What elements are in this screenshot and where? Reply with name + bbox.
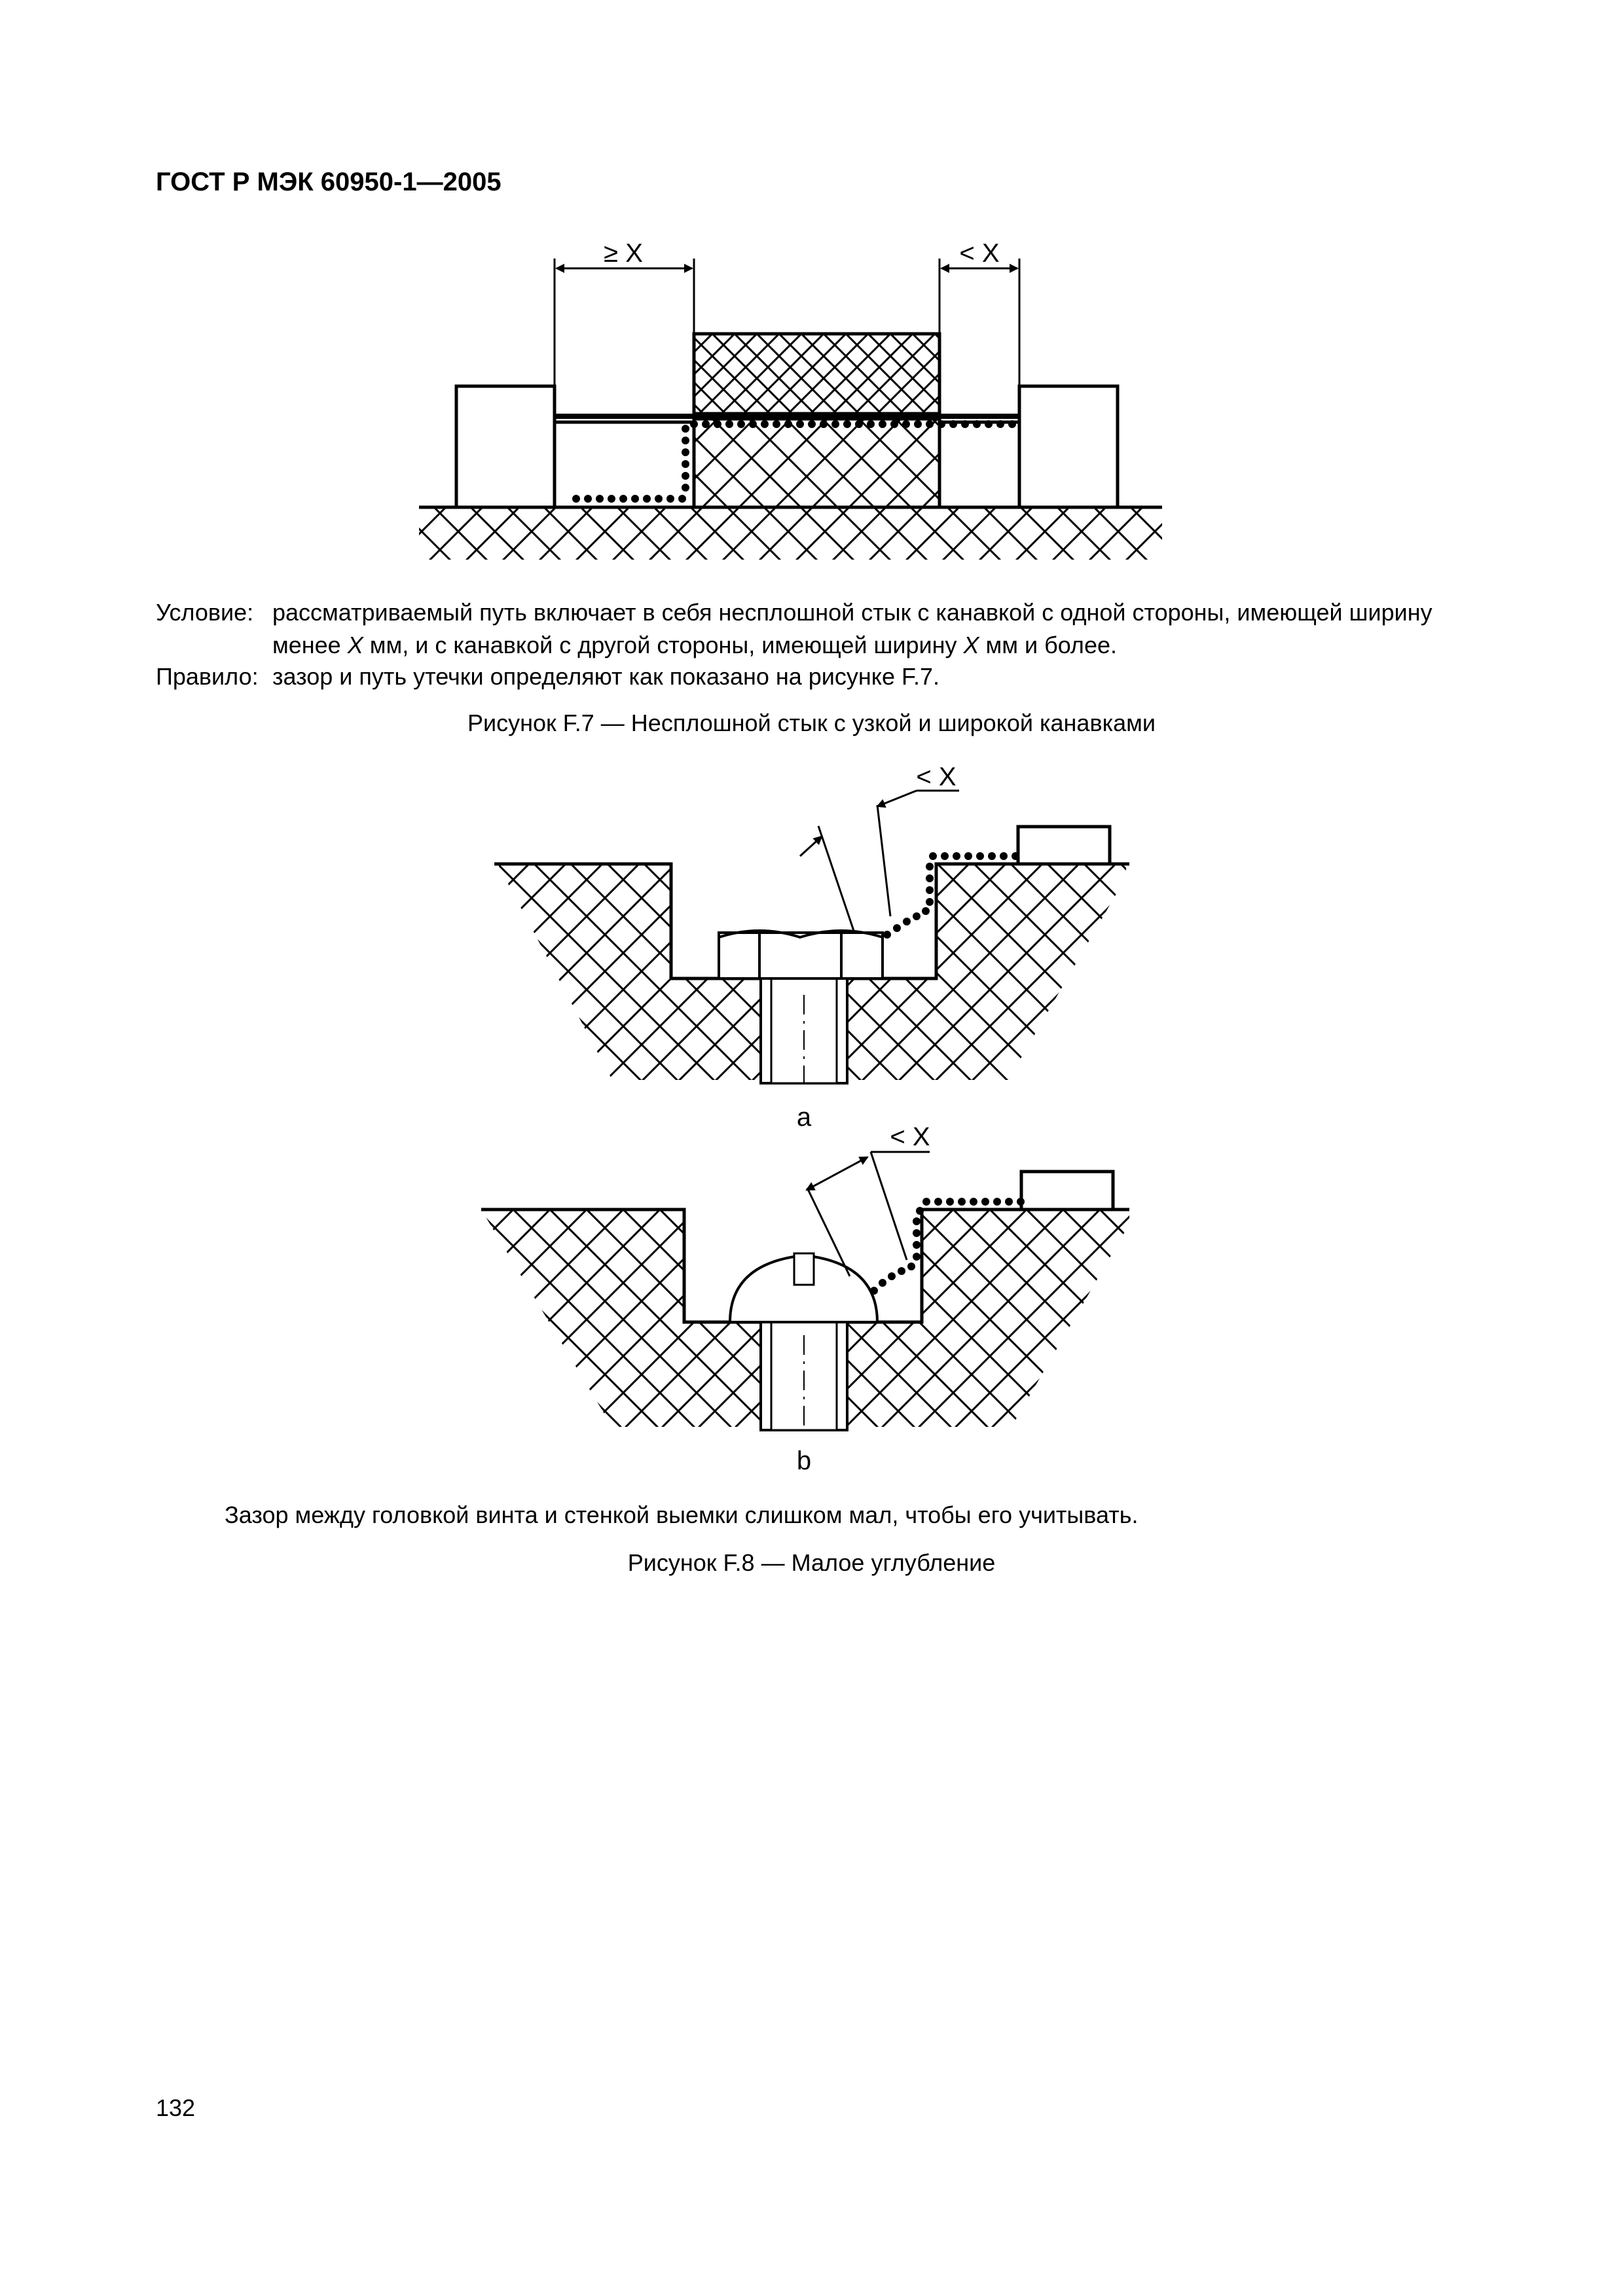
f7-dimension-left (555, 259, 694, 386)
f8a-small-block (1018, 827, 1110, 864)
f8a-label: a (796, 1103, 812, 1132)
f7-right-groove (939, 422, 1019, 507)
f7-dim-left-label: ≥ X (604, 239, 643, 268)
f7-dim-right-label: < X (959, 239, 1000, 268)
f8a-hex-head (719, 931, 883, 978)
condition-line2: менее X мм, и с канавкой с другой стороны, имеющей ширину X мм и более. (272, 632, 1117, 658)
figure-f8a-drawing (484, 762, 1139, 1132)
figure-f8-note: Зазор между головкой винта и стенкой выемки слишком мал, чтобы его учитывать. (225, 1501, 1139, 1528)
figure-f7-drawing (419, 239, 1162, 560)
rule-text: зазор и путь утечки определяют как показано на рисунке F.7. (272, 663, 939, 690)
f7-center-block (694, 419, 939, 507)
f7-left-block (456, 386, 555, 507)
page-number: 132 (156, 2094, 196, 2121)
f7-top-cap (694, 334, 939, 414)
f8b-dimension (807, 1152, 930, 1276)
f7-left-groove (555, 422, 694, 507)
f7-base-ground (419, 507, 1162, 560)
f8a-dim-label: < X (916, 762, 957, 791)
condition-label: Условие: (156, 599, 254, 626)
figure-f8-caption: Рисунок F.8 — Малое углубление (627, 1549, 996, 1576)
f8b-small-block (1021, 1172, 1113, 1210)
f7-dimension-right (939, 259, 1019, 386)
f8b-dim-label: < X (890, 1122, 930, 1151)
figure-f7-caption: Рисунок F.7 — Несплошной стык с узкой и широкой канавками (467, 709, 1156, 736)
condition-line1: рассматриваемый путь включает в себя несплошной стык с канавкой с одной стороны, имеющей ширину (272, 599, 1432, 626)
figure-f8b-drawing (471, 1122, 1139, 1475)
rule-label: Правило: (156, 663, 259, 690)
f8b-dome-head (730, 1253, 877, 1322)
f7-right-block (1019, 386, 1118, 507)
document-header: ГОСТ Р МЭК 60950-1—2005 (156, 168, 501, 196)
f8b-label: b (796, 1446, 812, 1475)
